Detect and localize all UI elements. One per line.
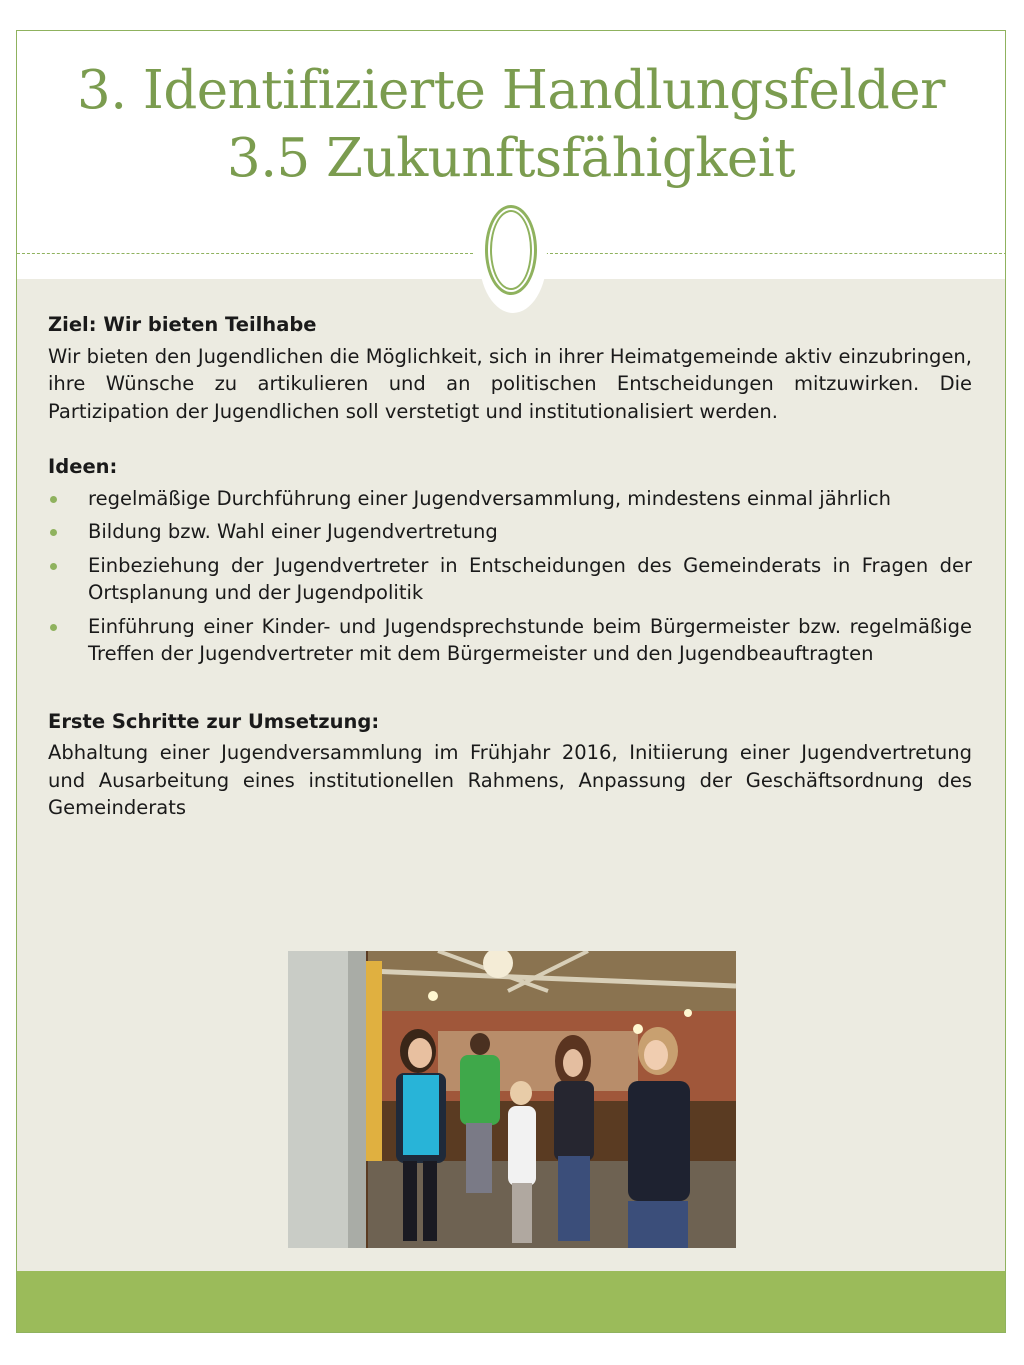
list-item: Bildung bzw. Wahl einer Jugendvertretung [48,518,972,546]
goal-text: Wir bieten den Jugendlichen die Möglichkeit, sich in ihrer Heimatgemeinde aktiv einzubringen, ihre Wünsche zu artikulieren und an politischen Entscheidungen mitzuwirken. Die Partizipation der Jugendlichen soll verstetigt und institutionalisiert werden. [48,344,972,423]
bullet-icon [50,496,57,503]
divider-right [545,253,1006,254]
steps-text: Abhaltung einer Jugendversammlung im Frühjahr 2016, Initiierung einer Jugendvertretung und Ausarbeitung eines institutionellen Rahmens, Anpassung der Geschäftsordnung des Gemeinderats [48,741,972,819]
body-text [48,311,972,822]
slide-title [17,57,1005,193]
title-line-1: 3. Identifizierte Handlungsfelder [77,60,945,121]
goal-heading: Ziel: Wir bieten Teilhabe [48,313,317,336]
divider-left [17,253,473,254]
steps-heading: Erste Schritte zur Umsetzung: [48,709,380,733]
event-photo [288,951,736,1248]
footer-band [17,1271,1005,1333]
ideas-heading: Ideen: [48,455,118,478]
list-item: Einbeziehung der Jugendvertreter in Entscheidungen des Gemeinderats in Fragen der Ortsplanung und der Jugendpolitik [48,552,972,607]
oval-ornament-inner [490,210,532,290]
title-line-2: 3.5 Zukunftsfähigkeit [226,128,796,189]
bullet-icon [50,529,57,536]
list-item: Einführung einer Kinder- und Jugendsprechstunde beim Bürgermeister bzw. regelmäßige Treffen der Jugendvertreter mit dem Bürgermeister und den Jugendbeauftragten [48,613,972,668]
bullet-icon [50,624,57,631]
photo-illustration [288,951,736,1248]
slide-frame [16,30,1006,1333]
ideas-list [48,485,972,668]
bullet-icon [50,563,57,570]
list-item: regelmäßige Durchführung einer Jugendversammlung, mindestens einmal jährlich [48,485,972,513]
